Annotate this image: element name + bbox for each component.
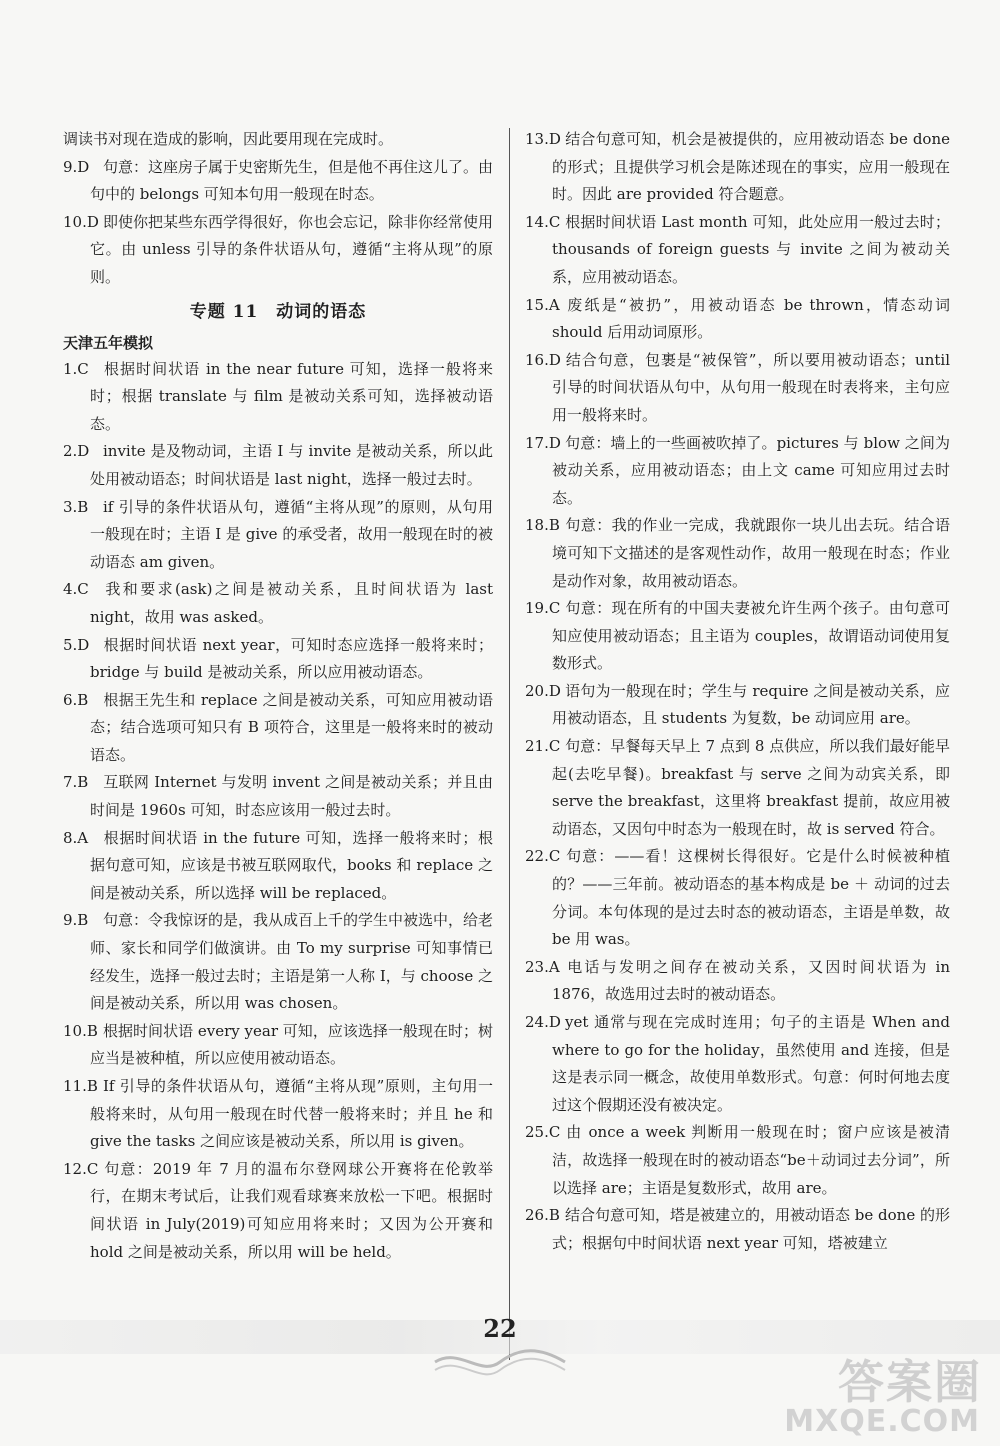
answer-item	[525, 843, 950, 953]
answer-item	[63, 825, 493, 908]
answer-text: 结合句意可知，塔是被建立的，用被动语态 be done 的形式；根据句中时间状语 next year 可知，塔被建立	[552, 1206, 950, 1252]
answer-text: 句意：我的作业一完成，我就跟你一块儿出去玩。结合语境可知下文描述的是客观性动作，故用一般现在时态；作业是动作对象，故用被动语态。	[552, 516, 950, 590]
answer-number: 4.C	[63, 580, 89, 599]
answer-number: 9.D	[63, 157, 90, 176]
items-top	[63, 154, 493, 292]
answer-number: 25.C	[525, 1123, 561, 1142]
answer-text: 由 once a week 判断用一般现在时；窗户应该是被清洁，故选择一般现在时的被动语态“be＋动词过去分词”，所以选择 are；主语是复数形式，故用 are。	[552, 1123, 950, 1197]
answer-item	[63, 1018, 493, 1073]
answer-number: 20.D	[525, 681, 561, 700]
answer-list	[63, 356, 493, 1267]
answer-number: 12.C	[63, 1159, 99, 1178]
answer-number: 10.B	[63, 1021, 98, 1040]
answer-text: 句意：令我惊讶的是，我从成百上千的学生中被选中，给老师、家长和同学们做演讲。由 To my surprise 可知事情已经发生，选择一般过去时；主语是第一人称 I，与 choose 之间是被动关系，所以用 was chosen。	[90, 911, 494, 1013]
answer-item	[63, 1073, 493, 1156]
answer-number: 13.D	[525, 130, 561, 148]
intro-continuation: 调读书对现在造成的影响，因此要用现在完成时。	[63, 130, 394, 148]
right-column	[525, 126, 950, 1257]
answer-number: 5.D	[63, 635, 90, 654]
answer-number: 9.B	[63, 911, 89, 930]
section-title: 专题 11 动词的语态	[189, 301, 367, 322]
answer-text: 语句为一般现在时；学生与 require 之间是被动关系，应用被动语态，且 students 为复数，be 动词应用 are。	[552, 681, 950, 728]
answer-item	[525, 430, 950, 513]
answer-number: 22.C	[525, 847, 561, 866]
answer-text: yet 通常与现在完成时连用；句子的主语是 When and where to go for the holiday，虽然使用 and 连接，但是这是表示同一概念，故使用单数形式。句意：何时何地去度过这个假期还没有被决定。	[552, 1013, 950, 1114]
answer-item	[63, 632, 493, 687]
answer-item	[525, 1202, 950, 1257]
watermark-text: 答案圈	[838, 1355, 982, 1409]
answer-item	[525, 1119, 950, 1202]
watermark-url: MXQE.COM	[784, 1404, 980, 1439]
answer-item	[63, 209, 493, 292]
answer-text: 句意：现在所有的中国夫妻被允许生两个孩子。由句意可知应使用被动语态；且主语为 couples，故谓语动词使用复数形式。	[552, 599, 950, 673]
answer-item	[525, 512, 950, 595]
answer-text: 句意：这座房子属于史密斯先生，但是他不再住这儿了。由句中的 belongs 可知本句用一般现在时态。	[90, 157, 494, 204]
answer-number: 21.C	[525, 737, 561, 756]
answer-number: 7.B	[63, 773, 89, 792]
answer-item	[525, 954, 950, 1009]
page-footer	[0, 1300, 1000, 1446]
answer-item	[525, 1009, 950, 1119]
answer-text: If 引导的条件状语从句，遵循“主将从现”原则，主句用一般将来时，从句用一般现在时代替一般将来时；并且 he 和 give the tasks 之间应该是被动关系，所以用 is given。	[90, 1077, 493, 1151]
subsection-title: 天津五年模拟	[63, 333, 154, 352]
answer-number: 2.D	[63, 442, 90, 461]
answer-item	[63, 1156, 493, 1266]
answer-number: 15.A	[525, 295, 560, 314]
answer-item	[525, 678, 950, 733]
answer-number: 10.D	[63, 212, 99, 231]
answer-number: 18.B	[525, 516, 560, 535]
answer-text: 电话与发明之间存在被动关系，又因时间状语为 in 1876，故选用过去时的被动语态。	[552, 957, 950, 1004]
answer-item	[525, 292, 950, 347]
answer-number: 26.B	[525, 1206, 560, 1225]
answer-number: 23.A	[525, 957, 560, 976]
answer-list	[525, 126, 950, 1257]
answer-item	[525, 209, 950, 292]
answer-text: 根据时间状语 in the near future 可知，选择一般将来时；根据 translate 与 film 是被动关系可知，选择被动语态。	[90, 359, 493, 433]
answer-number: 3.B	[63, 497, 89, 516]
watermark-logo	[762, 1346, 992, 1442]
answer-text: if 引导的条件状语从句，遵循“主将从现”的原则，从句用一般现在时；主语 I 是 give 的承受者，故用一般现在时的被动语态 am given。	[90, 497, 493, 571]
answer-item	[525, 126, 950, 209]
answer-text: 根据王先生和 replace 之间是被动关系，可知应用被动语态；结合选项可知只有 B 项符合，这里是一般将来时的被动语态。	[90, 690, 493, 764]
answer-item	[63, 438, 493, 493]
answer-number: 16.D	[525, 350, 561, 369]
answer-text: 句意：早餐每天早上 7 点到 8 点供应，所以我们最好能早起(去吃早餐)。breakfast 与 serve 之间为动宾关系，即 serve the breakfast，这里将 breakfast 提前，故应用被动语态，又因句中时态为一般现在时，故 is served 符合。	[552, 737, 950, 838]
answer-item	[525, 733, 950, 843]
answer-item	[63, 687, 493, 770]
answer-text: 句意：2019 年 7 月的温布尔登网球公开赛将在伦敦举行，在期末考试后，让我们观看球赛来放松一下吧。根据时间状语 in July(2019)可知应用将来时；又因为公开赛和 hold 之间是被动关系，所以用 will be held。	[90, 1159, 493, 1261]
answer-item	[525, 347, 950, 430]
answer-text: 根据时间状语 next year，可知时态应选择一般将来时；bridge 与 build 是被动关系，所以应用被动语态。	[90, 635, 493, 682]
answer-text: 根据时间状语 in the future 可知，选择一般将来时；根据句意可知，应该是书被互联网取代，books 和 replace 之间是被动关系，所以选择 will be replaced。	[90, 828, 493, 902]
answer-text: 废纸是“被扔”，用被动语态 be thrown，情态动词 should 后用动词原形。	[552, 295, 950, 342]
answer-text: 句意：——看！这棵树长得很好。它是什么时候被种植的？——三年前。被动语态的基本构成是 be ＋ 动词的过去分词。本句体现的是过去时态的被动语态，主语是单数，故 be 用 was。	[552, 847, 950, 949]
column-divider	[509, 128, 510, 1360]
answer-item	[63, 907, 493, 1017]
answer-text: 句意：墙上的一些画被吹掉了。pictures 与 blow 之间为被动关系，应用被动语态；由上文 came 可知应用过去时态。	[552, 433, 950, 507]
answer-text: invite 是及物动词，主语 I 与 invite 是被动关系，所以此处用被动语态；时间状语是 last night，选择一般过去时。	[90, 442, 493, 488]
answer-number: 6.B	[63, 690, 89, 709]
answer-number: 1.C	[63, 359, 89, 378]
answer-number: 17.D	[525, 433, 561, 452]
answer-item	[63, 154, 493, 209]
answer-number: 19.C	[525, 599, 561, 618]
answer-text: 结合句意，包裹是“被保管”，所以要用被动语态；until 引导的时间状语从句中，从句用一般现在时表将来，主句应用一般将来时。	[552, 350, 950, 424]
answer-item	[63, 769, 493, 824]
answer-text: 结合句意可知，机会是被提供的，应用被动语态 be done 的形式；且提供学习机会是陈述现在的事实，应用一般现在时。因此 are provided 符合题意。	[552, 130, 950, 204]
wave-ornament-icon	[430, 1342, 570, 1382]
answer-text: 我和要求(ask)之间是被动关系，且时间状语为 last night，故用 was asked。	[90, 580, 493, 626]
left-column	[63, 126, 493, 1266]
answer-number: 11.B	[63, 1077, 98, 1095]
answer-item	[63, 576, 493, 631]
answer-number: 24.D	[525, 1013, 561, 1031]
answer-item	[63, 494, 493, 577]
answer-text: 根据时间状语 every year 可知，应该选择一般现在时；树应当是被种植，所以应使用被动语态。	[90, 1021, 493, 1068]
answer-text: 根据时间状语 Last month 可知，此处应用一般过去时；thousands of foreign guests 与 invite 之间为被动关系，应用被动语态。	[552, 212, 950, 286]
answer-item	[525, 595, 950, 678]
answer-number: 8.A	[63, 828, 89, 847]
page-number: 22	[483, 1314, 517, 1343]
answer-text: 即使你把某些东西学得很好，你也会忘记，除非你经常使用它。由 unless 引导的条件状语从句，遵循“主将从现”的原则。	[90, 212, 494, 286]
answer-item	[63, 356, 493, 439]
answer-text: 互联网 Internet 与发明 invent 之间是被动关系；并且由时间是 1960s 可知，时态应该用一般过去时。	[90, 773, 493, 820]
answer-number: 14.C	[525, 212, 561, 231]
